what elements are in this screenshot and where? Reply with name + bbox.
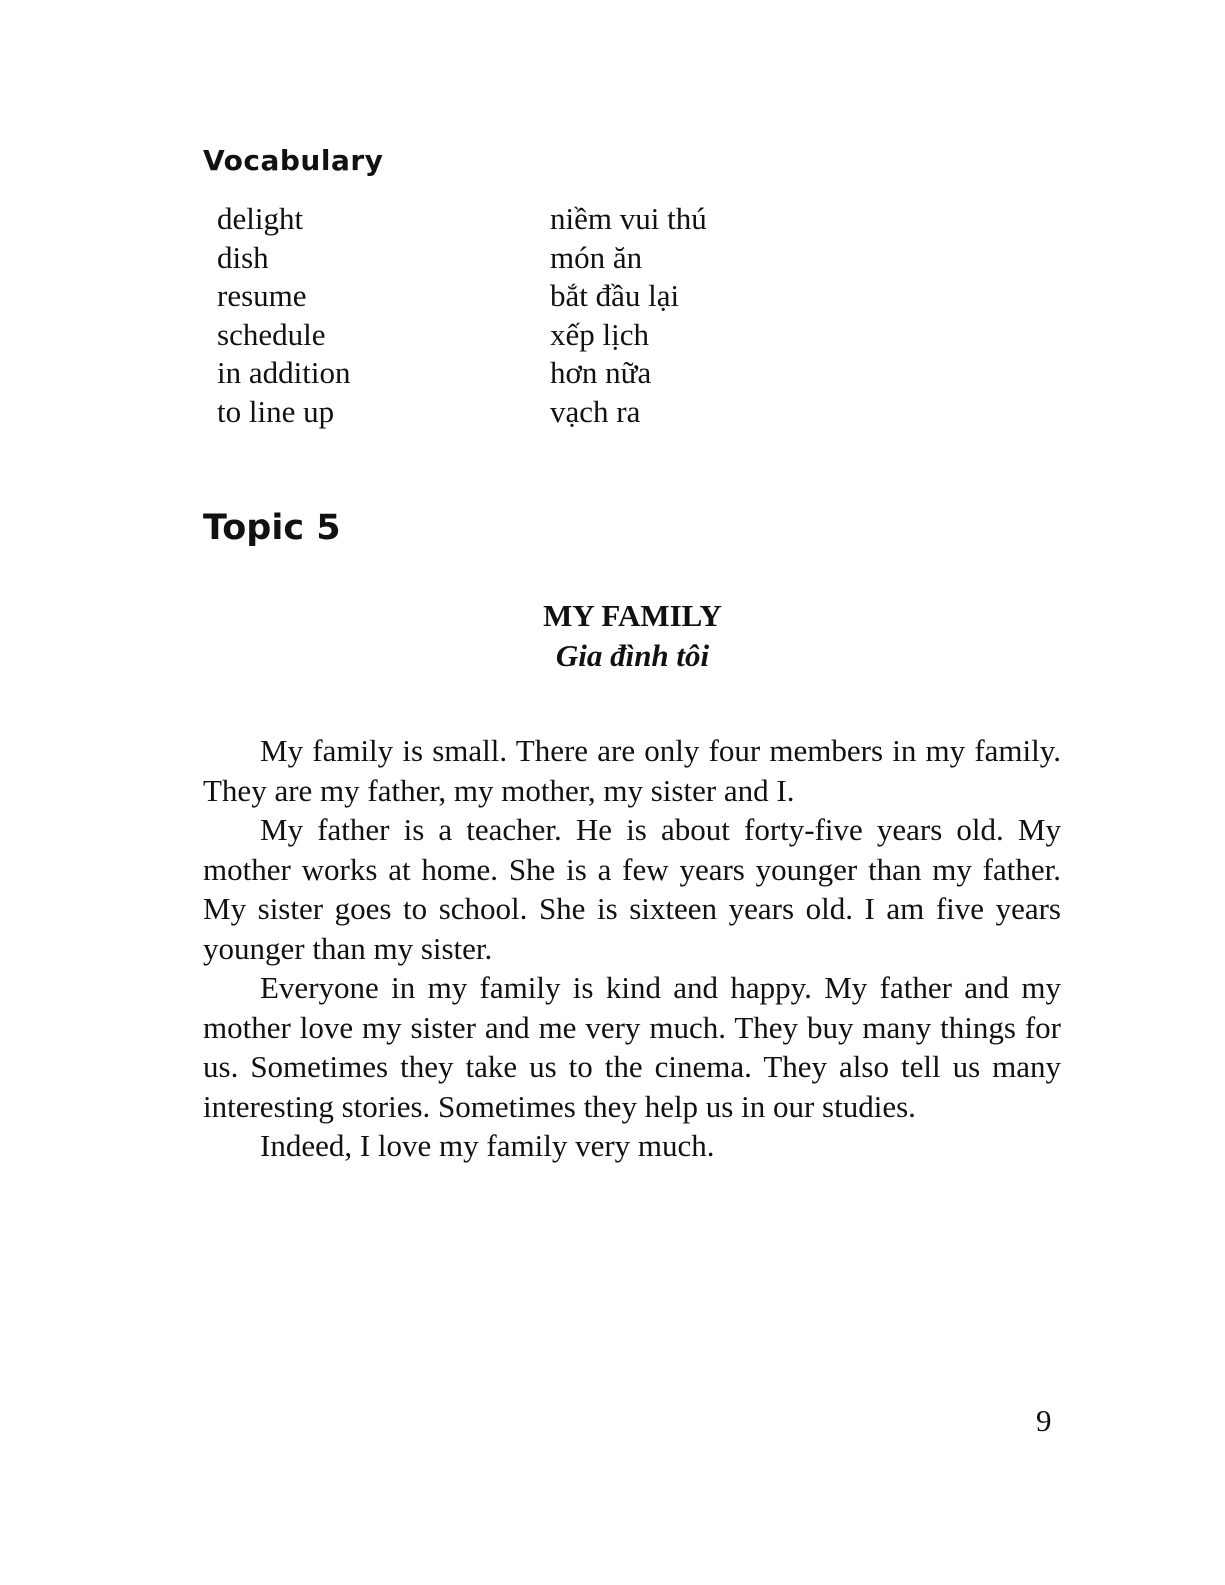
vocabulary-term: to line up xyxy=(217,393,335,429)
vocabulary-item xyxy=(217,239,817,278)
vocabulary-term: in addition xyxy=(217,355,351,390)
vocabulary-definition: niềm vui thú xyxy=(550,201,707,236)
vocabulary-definition: món ăn xyxy=(550,239,643,275)
page-number: 9 xyxy=(1036,1403,1052,1438)
article-subtitle: Gia đình tôi xyxy=(555,638,710,673)
vocabulary-term: resume xyxy=(217,278,307,313)
vocabulary-definition: vạch ra xyxy=(550,393,641,429)
article-body xyxy=(203,731,1061,1166)
article-paragraph: My family is small. There are only four members in my family. They are my father, my mother, my sister and I. xyxy=(203,733,1061,808)
vocabulary-definition: hơn nữa xyxy=(550,355,652,390)
vocabulary-item xyxy=(217,393,817,432)
article-paragraph: My father is a teacher. He is about forty-five years old. My mother works at home. She is a few years younger than my father. My sister goes to school. She is sixteen years old. I am five years younger than my sister. xyxy=(203,812,1061,966)
vocabulary-term: schedule xyxy=(217,316,326,352)
vocabulary-item xyxy=(217,316,817,355)
vocabulary-definition: xếp lịch xyxy=(550,316,649,352)
topic-heading: Topic 5 xyxy=(203,508,341,548)
vocabulary-term: dish xyxy=(217,239,269,275)
vocabulary-heading: Vocabulary xyxy=(203,144,384,177)
vocabulary-item xyxy=(217,200,817,239)
article-paragraph: Indeed, I love my family very much. xyxy=(260,1128,715,1163)
vocabulary-term: delight xyxy=(217,201,304,236)
vocabulary-list xyxy=(217,200,817,431)
article-title: MY FAMILY xyxy=(543,598,722,633)
vocabulary-definition: bắt đầu lại xyxy=(550,278,680,313)
vocabulary-item xyxy=(217,354,817,393)
vocabulary-item xyxy=(217,277,817,316)
article-paragraph: Everyone in my family is kind and happy. My father and my mother love my sister and me very much. They buy many things for us. Sometimes they take us to the cinema. They also tell us many interesting stories. Sometimes they help us in our studies. xyxy=(203,970,1061,1124)
